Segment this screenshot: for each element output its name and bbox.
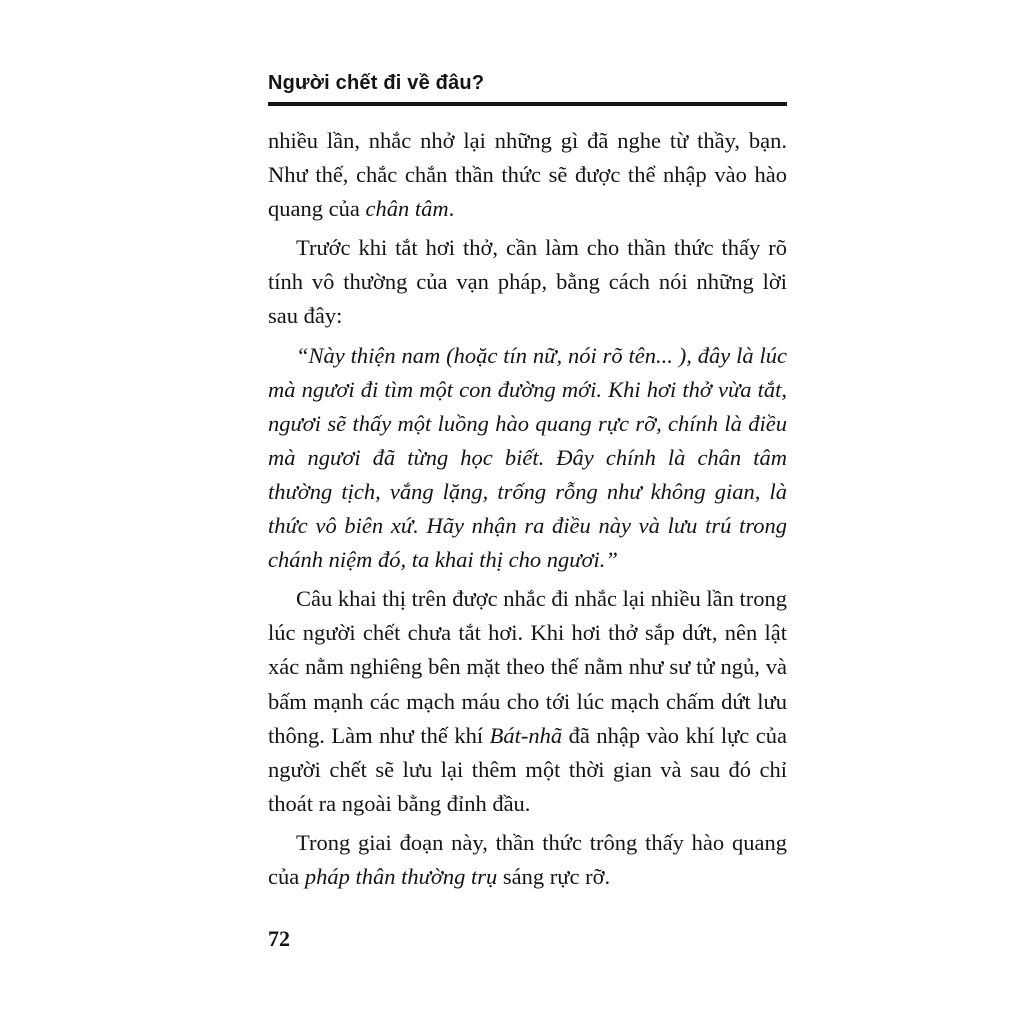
page-number: 72 bbox=[268, 926, 290, 951]
paragraph bbox=[268, 582, 787, 821]
paragraph: Trước khi tắt hơi thở, cần làm cho thần thức thấy rõ tính vô thường của vạn pháp, bằng cách nói những lời sau đây: bbox=[268, 235, 787, 329]
italic-term: chân tâm bbox=[365, 196, 449, 222]
quoted-passage: “Này thiện nam (hoặc tín nữ, nói rõ tên... ), đây là lúc mà ngươi đi tìm một con đường mới. Khi hơi thở vừa tắt, ngươi sẽ thấy một luồng hào quang rực rỡ, chính là điều mà ngươi đã từng học biết. Đây chính là chân tâm thường tịch, vắng lặng, trống rỗng như không gian, là thức vô biên xứ. Hãy nhận ra điều này và lưu trú trong chánh niệm đó, ta khai thị cho ngươi.” bbox=[268, 342, 787, 573]
paragraph bbox=[268, 826, 787, 894]
running-title: Người chết đi về đâu? bbox=[268, 72, 485, 94]
paragraph-continued bbox=[268, 124, 787, 226]
body-text bbox=[268, 124, 787, 899]
paragraph-text: Câu khai thị trên được nhắc đi nhắc lại nhiều lần trong lúc người chết chưa tắt hơi. Khi hơi thở sắp dứt, nên lật xác nằm nghiêng bên mặt theo thế nằm như sư tử ngủ, và bấm mạnh các mạch máu cho tới lúc mạch chấm dứt lưu thông. Làm như thế khí bbox=[268, 586, 787, 748]
italic-term: Bát-nhã bbox=[489, 722, 563, 748]
paragraph-text: Trong giai đoạn này, thần thức trông thấy hào quang của bbox=[268, 829, 787, 889]
header-rule bbox=[268, 102, 787, 106]
paragraph-text: đã nhập vào khí lực của người chết sẽ lưu lại thêm một thời gian và sau đó chỉ thoát ra ngoài bằng đỉnh đầu. bbox=[268, 722, 787, 816]
paragraph-text: nhiều lần, nhắc nhở lại những gì đã nghe từ thầy, bạn. Như thế, chắc chắn thần thức sẽ được thể nhập vào hào quang của bbox=[268, 128, 787, 222]
paragraph-text: sáng rực rỡ. bbox=[497, 863, 611, 889]
paragraph-text: . bbox=[448, 196, 455, 222]
italic-term: pháp thân thường trụ bbox=[304, 863, 498, 889]
